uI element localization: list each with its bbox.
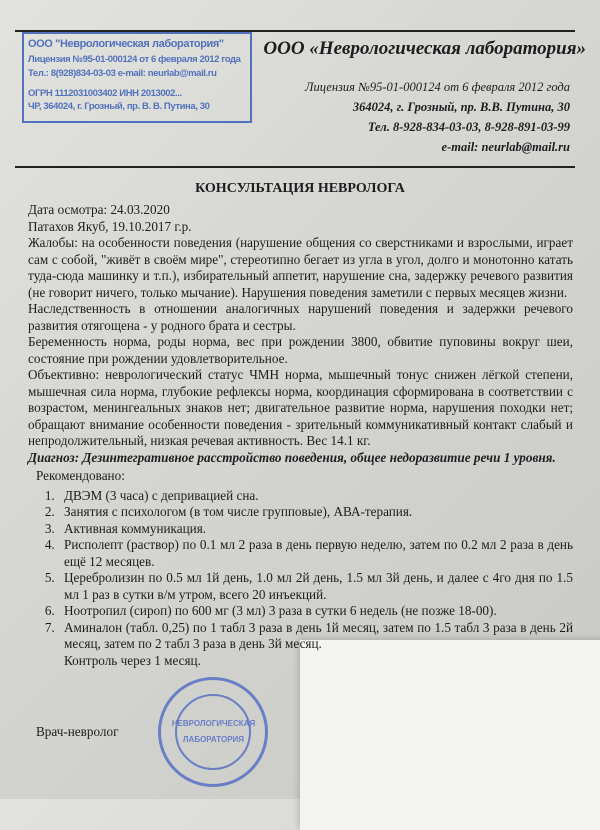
document-body [28,202,573,787]
complaints: Жалобы: на особенности поведения (нарушение общения со сверстниками и взрослыми, играет сам с собой, "живёт в своём мире", стереотипно бегает из угла в угол, долго и монотонно катать туда-сюда машинку и т.п.), избирательный аппетит, нарушение сна, задержку речевого развития (не говорит ничего, только мычание). Нарушения поведения заметили с первых месяцев жизни. [28,235,573,300]
recommended-label: Рекомендовано: [36,468,125,483]
org-name: ООО «Неврологическая лаборатория» [263,38,586,59]
round-stamp [158,677,268,787]
stamp-contacts: Тел.: 8(928)834-03-03 e-mail: neurlab@mail.ru [28,67,217,79]
rectangular-stamp [22,32,252,123]
diagnosis: Диагноз: Дезинтегративное расстройство поведения, общее недоразвитие речи 1 уровня. [28,449,556,465]
doctor-signature-label: Врач-невролог [36,723,119,739]
patient: Патахов Якуб, 19.10.2017 г.р. [28,218,192,234]
objective: Объективно: неврологический статус ЧМН норма, мышечный тонус снижен лёгкой степени, мышечная сила норма, глубокие рефлексы норма, координация сформирована в соответствии с возрастом, менингеальных знаков нет; двигательное развитие норма, нарушения походки нет; обращают внимание особенности поведения - зрительный коммуникативный контакт слабый и непродолжительный, низкая речевая активность. Вес 14.1 кг. [28,367,573,448]
signature-row [36,677,573,787]
header-license: Лицензия №95-01-000124 от 6 февраля 2012 года [305,80,570,94]
document-title: КОНСУЛЬТАЦИЯ НЕВРОЛОГА [195,181,405,196]
header-email: e-mail: neurlab@mail.ru [441,140,570,154]
list-item: 1. ДВЭМ (3 часа) с депривацией сна. [58,488,573,505]
list-item: 6. Ноотропил (сироп) по 600 мг (3 мл) 3 раза в сутки 6 недель (не позже 18-00). [58,603,573,620]
stamp-address: ЧР, 364024, г. Грозный, пр. В. В. Путина, 30 [28,101,210,113]
list-item: 5. Церебролизин по 0.5 мл 1й день, 1.0 мл 2й день, 1.5 мл 3й день, и далее с 4го дня по 1.5 мл 1 раз в сутки в/м утром, всего 20 инъекций. [58,570,573,603]
header-address: 364024, г. Грозный, пр. В.В. Путина, 30 [352,100,570,114]
list-item: 4. Рисполепт (раствор) по 0.1 мл 2 раза в день первую неделю, затем по 0.2 мл 2 раза в день ещё 12 месяцев. [58,537,573,570]
stamp-license: Лицензия №95-01-000124 от 6 февраля 2012 года [28,53,241,65]
list-item: 2. Занятия с психологом (в том числе групповые), АВА-терапия. [58,504,573,521]
header-phone: Тел. 8-928-834-03-03, 8-928-891-03-99 [367,120,570,134]
list-item: 3. Активная коммуникация. [58,521,573,538]
recommendations-list [28,488,573,653]
round-stamp-text: НЕВРОЛОГИЧЕСКАЯ ЛАБОРАТОРИЯ [175,694,251,770]
control: Контроль через 1 месяц. [64,652,201,668]
stamp-ids: ОГРН 1112031003402 ИНН 2013002... [28,87,182,99]
exam-date: Дата осмотра: 24.03.2020 [28,202,170,217]
pregnancy: Беременность норма, роды норма, вес при рождении 3800, обвитие пуповины вокруг шеи, состояние при рождении удовлетворительное. [28,334,573,366]
heredity: Наследственность в отношении аналогичных нарушений поведения и задержки речевого развития отягощена - у родного брата и сестры. [28,301,573,333]
list-item: 7. Аминалон (табл. 0,25) по 1 табл 3 раза в день 1й месяц, затем по 1.5 табл 3 раза в день 2й месяц, затем по 2 табл 3 раза в день 3й месяц. [58,620,573,653]
stamp-org: ООО "Неврологическая лаборатория" [28,38,224,50]
header-bottom-rule [15,166,575,168]
